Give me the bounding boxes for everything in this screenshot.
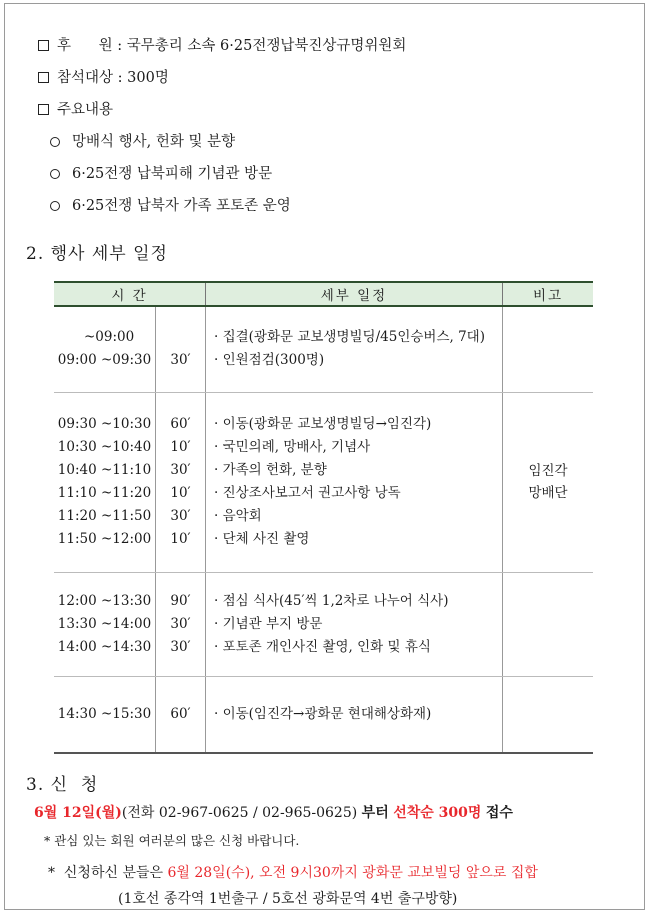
application-line xyxy=(34,802,513,822)
note-line-3: (1호선 종각역 1번출구 / 5호선 광화문역 4번 출구방향) xyxy=(118,891,458,907)
time-cell xyxy=(54,572,156,676)
time-text: 09:00 ~09:30 xyxy=(57,352,152,369)
section-2-title: 2. 행사 세부 일정 xyxy=(26,244,168,264)
detail-text: · 가족의 헌화, 분향 xyxy=(214,462,327,478)
contents-line xyxy=(38,98,113,119)
table-row xyxy=(54,306,593,392)
duration-text: 60′ xyxy=(170,416,191,432)
sponsor-label: 후 원 xyxy=(57,38,113,54)
detail-text: · 국민의례, 망배사, 기념사 xyxy=(214,439,371,455)
detail-text: · 음악회 xyxy=(214,508,262,524)
detail-text: · 인원점검(300명) xyxy=(214,352,325,369)
time-text: 11:20 ~11:50 xyxy=(57,508,152,524)
detail-text: · 진상조사보고서 권고사항 낭독 xyxy=(214,485,401,501)
table-row xyxy=(54,572,593,676)
time-text: 11:50 ~12:00 xyxy=(57,531,152,547)
contents-label: 주요내용 xyxy=(57,102,114,118)
contents-item-text: 6·25전쟁 납북자 가족 포토존 운영 xyxy=(72,198,291,214)
time-text: ~09:00 xyxy=(84,329,135,346)
time-text: 10:40 ~11:10 xyxy=(57,462,152,478)
time-text: 11:10 ~11:20 xyxy=(57,485,152,501)
contents-item xyxy=(50,162,272,183)
attendees-value: 300명 xyxy=(127,70,169,86)
detail-text: · 이동(광화문 교보생명빌딩→임진각) xyxy=(214,416,432,432)
detail-text: · 이동(임진각→광화문 현대해상화재) xyxy=(214,705,432,722)
time-cell xyxy=(54,306,156,392)
attendees-line: 참석대상 : 300명 xyxy=(38,66,169,87)
table-row xyxy=(54,676,593,753)
duration-text: 10′ xyxy=(170,531,191,547)
detail-cell xyxy=(206,306,503,392)
note-text: 망배단 xyxy=(528,485,568,501)
circle-bullet-icon xyxy=(50,201,60,211)
contents-item-text: 6·25전쟁 납북피해 기념관 방문 xyxy=(72,166,273,182)
table-row xyxy=(54,392,593,572)
circle-bullet-icon xyxy=(50,137,60,147)
attendees-label: 참석대상 xyxy=(57,70,114,86)
duration-cell xyxy=(156,572,206,676)
note-cell xyxy=(503,676,594,753)
note-line-2 xyxy=(48,862,538,882)
duration-cell xyxy=(156,306,206,392)
duration-cell xyxy=(156,676,206,753)
duration-text: 30′ xyxy=(170,508,191,524)
sponsor-value: 국무총리 소속 6·25전쟁납북진상규명위원회 xyxy=(126,38,407,54)
duration-text: 90′ xyxy=(170,592,191,609)
time-cell xyxy=(54,392,156,572)
contents-item xyxy=(50,194,291,215)
application-phone: (전화 02-967-0625 / 02-965-0625) xyxy=(121,805,358,821)
header-note: 비고 xyxy=(503,282,594,306)
application-from: 부터 xyxy=(361,805,389,821)
checkbox-icon xyxy=(38,104,49,115)
header-detail: 세부 일정 xyxy=(206,282,503,306)
table-header-row xyxy=(54,282,593,306)
note-cell xyxy=(503,306,594,392)
duration-text: 10′ xyxy=(170,439,191,455)
detail-text: · 단체 사진 촬영 xyxy=(214,531,310,547)
duration-text: 30′ xyxy=(170,615,191,632)
time-cell xyxy=(54,676,156,753)
section-3-title-text: 3. 신 청 xyxy=(26,775,99,795)
section-3-title xyxy=(26,770,98,795)
detail-text: · 기념관 부지 방문 xyxy=(214,615,323,632)
first-come-limit: 선착순 300명 xyxy=(393,805,482,821)
detail-text: · 집결(광화문 교보생명빌딩/45인승버스, 7대) xyxy=(214,329,485,346)
time-text: 14:00 ~14:30 xyxy=(57,638,152,655)
checkbox-icon xyxy=(38,40,49,51)
time-text: 13:30 ~14:00 xyxy=(57,615,152,632)
duration-cell xyxy=(156,392,206,572)
duration-text xyxy=(156,326,205,349)
note-line-1: * 관심 있는 회원 여러분의 많은 신청 바랍니다. xyxy=(44,833,300,848)
application-accept: 접수 xyxy=(485,805,513,821)
detail-text: · 점심 식사(45′씩 1,2차로 나누어 식사) xyxy=(214,592,449,609)
checkbox-icon xyxy=(38,72,49,83)
detail-cell xyxy=(206,676,503,753)
duration-text: 30′ xyxy=(170,638,191,655)
note-2-prefix: * 신청하신 분들은 xyxy=(48,865,164,881)
schedule-table xyxy=(54,281,593,754)
note-cell xyxy=(503,392,594,572)
header-time: 시 간 xyxy=(54,282,206,306)
duration-text: 30′ xyxy=(170,352,191,369)
note-cell xyxy=(503,572,594,676)
contents-item-text: 망배식 행사, 헌화 및 분향 xyxy=(72,134,236,150)
detail-text: · 포토존 개인사진 촬영, 인화 및 휴식 xyxy=(214,638,431,655)
note-text: 임진각 xyxy=(528,463,568,479)
duration-text: 30′ xyxy=(170,462,191,478)
detail-cell xyxy=(206,392,503,572)
detail-cell xyxy=(206,572,503,676)
duration-text: 10′ xyxy=(170,485,191,501)
application-date: 6월 12일(월) xyxy=(34,805,122,821)
time-text: 14:30 ~15:30 xyxy=(57,705,152,722)
sponsor-line: 후 원 : 국무총리 소속 6·25전쟁납북진상규명위원회 xyxy=(38,34,406,55)
circle-bullet-icon xyxy=(50,169,60,179)
time-text: 10:30 ~10:40 xyxy=(57,439,152,455)
contents-item xyxy=(50,130,235,151)
time-text: 09:30 ~10:30 xyxy=(57,416,152,432)
duration-text: 60′ xyxy=(170,705,191,722)
time-text: 12:00 ~13:30 xyxy=(57,592,152,609)
gathering-instructions: 6월 28일(수), 오전 9시30까지 광화문 교보빌딩 앞으로 집합 xyxy=(167,865,538,881)
